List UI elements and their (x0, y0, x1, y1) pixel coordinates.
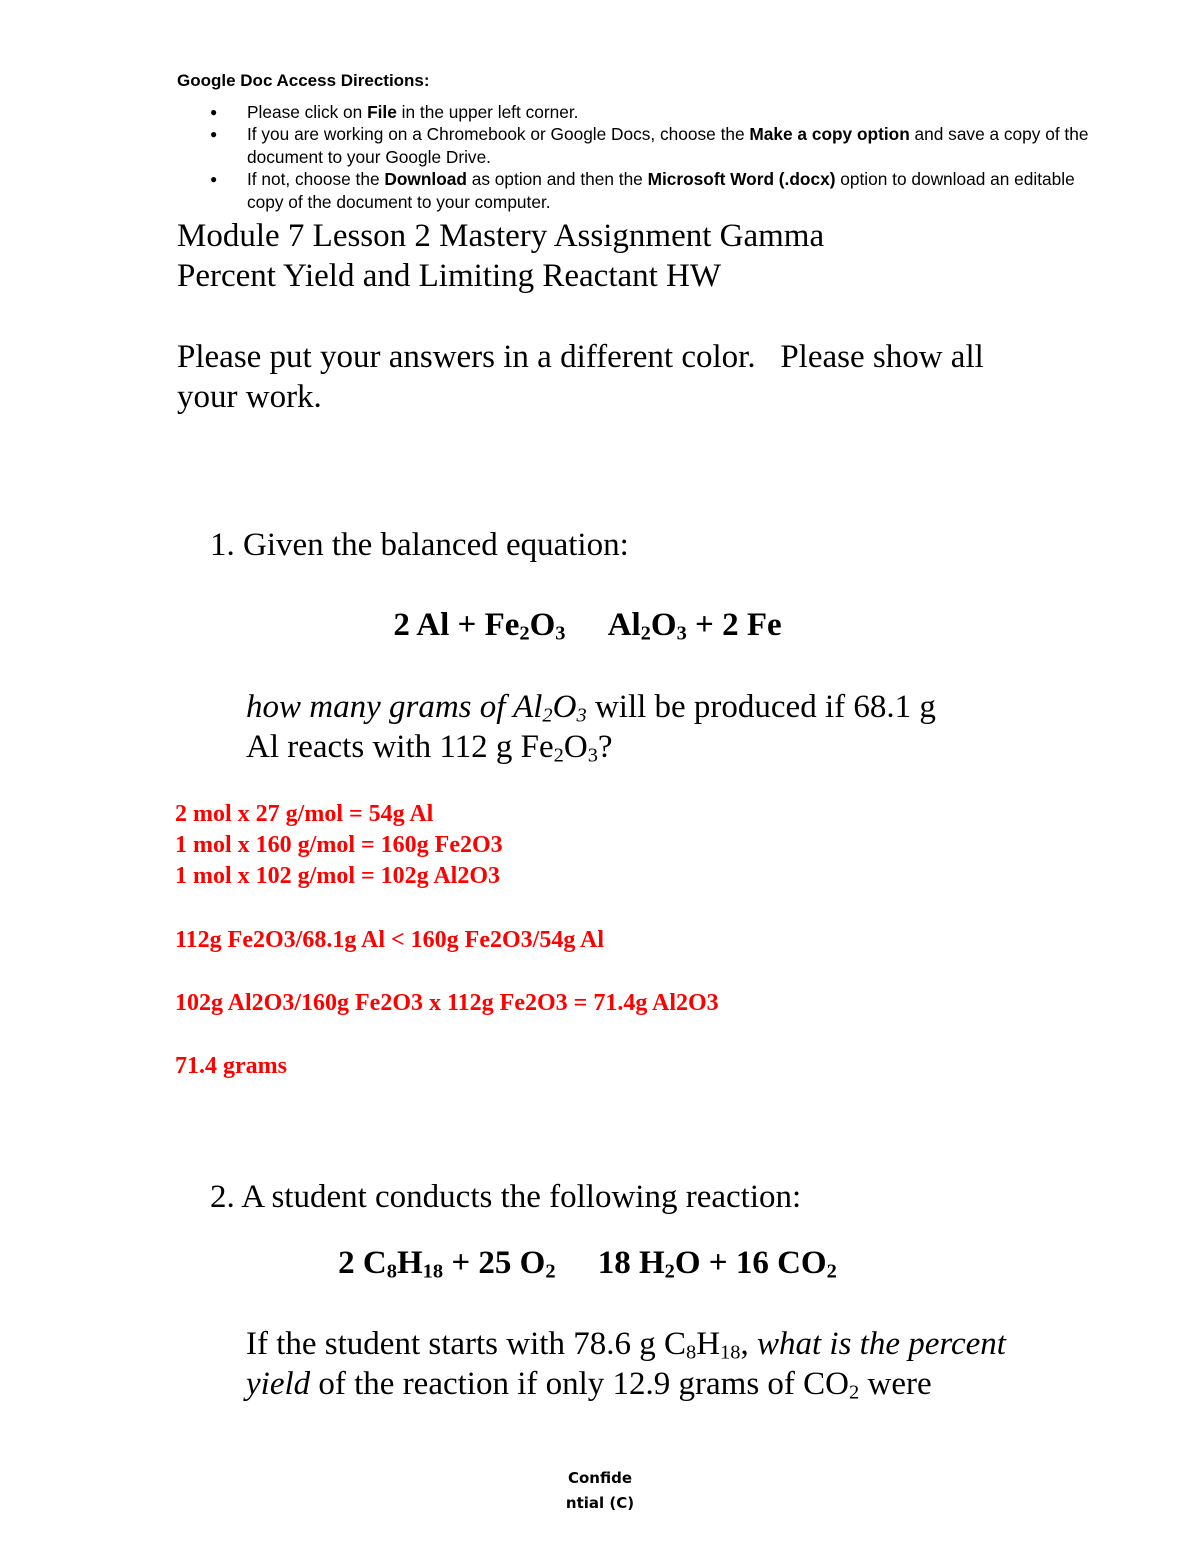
reaction-arrow-icon (564, 1245, 590, 1281)
list-item: ● If you are working on a Chromebook or Google Docs, choose the Make a copy option and save a copy of the document to your Google Drive. (177, 123, 1097, 168)
answer-final: 71.4 grams (175, 1053, 287, 1079)
question-number: 2. (210, 1179, 235, 1215)
reaction-arrow-icon (574, 607, 600, 643)
answer-line: 2 mol x 27 g/mol = 54g Al (175, 801, 434, 827)
answer-line: 1 mol x 160 g/mol = 160g Fe2O3 (175, 832, 503, 858)
access-directions-list (177, 101, 1097, 213)
list-item: ● Please click on File in the upper left corner. (177, 101, 1097, 123)
answer-comparison: 112g Fe2O3/68.1g Al < 160g Fe2O3/54g Al (175, 927, 604, 953)
page-title (177, 216, 824, 296)
question-2-equation: 2 $C_8H_{18} + 25$ $O_2$ 18 $H_2O + 16$ $CO_2$ (338, 1245, 820, 1283)
answer-calculation: 102g Al2O3/160g Fe2O3 x 112g Fe2O3 = 71.4g Al2O3 (175, 990, 719, 1016)
question-number: 1. (210, 527, 235, 563)
instructions: Please put your answers in a different color. Please show all your work. (177, 339, 984, 415)
question-1-stem: 1. Given the balanced equation: (210, 527, 629, 563)
confidentiality-label: Confide ntial (C) (565, 1469, 635, 1512)
list-item: ● If not, choose the Download as option and then the Microsoft Word (.docx) option to download an editable copy of the document to your computer. (177, 168, 1097, 213)
question-2-body: If the student starts with 78.6 g $C_8H_{18}$, what is the percent yield of the reaction if only 12.9 grams of $CO_2$ were (246, 1326, 1006, 1404)
access-directions-heading: Google Doc Access Directions: (177, 71, 430, 90)
title-line-1: Module 7 Lesson 2 Mastery Assignment Gamma (177, 218, 825, 254)
answer-line: 1 mol x 102 g/mol = 102g Al2O3 (175, 863, 501, 889)
title-line-2: Percent Yield and Limiting Reactant HW (177, 258, 722, 294)
question-1-body: how many grams of $Al_2O_3$ will be produced if 68.1 g Al reacts with 112 g $Fe_2O_3$? (246, 689, 936, 767)
question-1-equation: 2 $Al + Fe_2O_3$ $Al_2O_3 + 2$ Fe (393, 607, 764, 645)
question-2-stem: 2. A student conducts the following reaction: (210, 1179, 802, 1215)
